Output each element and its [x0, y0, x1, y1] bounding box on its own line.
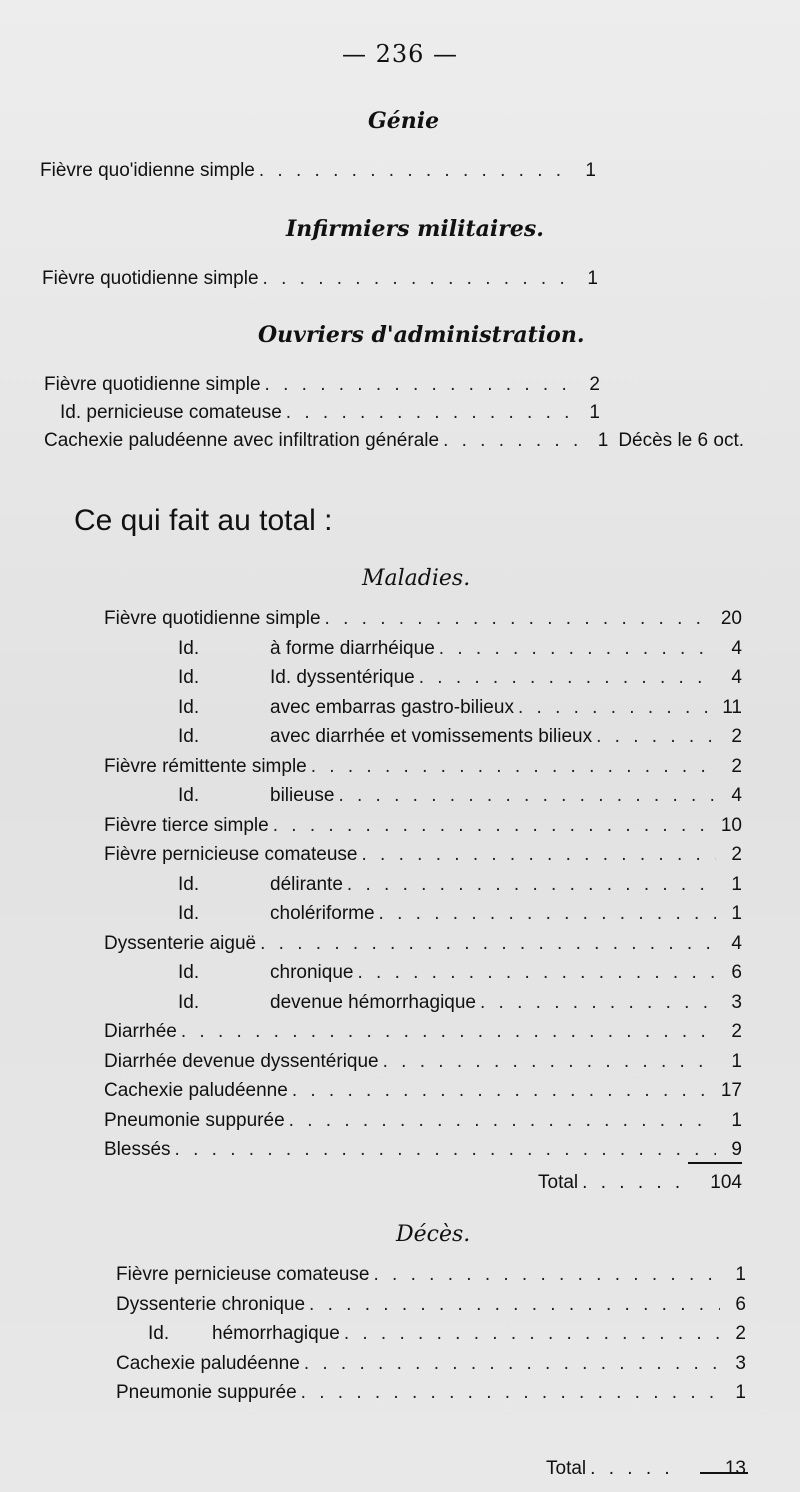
- row-label: Fièvre quo'idienne simple: [40, 160, 255, 181]
- list-item: [104, 1021, 742, 1049]
- leader-dots: . . . . .: [590, 1458, 674, 1479]
- list-item: [104, 1051, 742, 1079]
- total-value: 13: [724, 1458, 746, 1479]
- leader-dots: [260, 933, 716, 955]
- section-title-infirmiers: Infirmiers militaires.: [286, 216, 544, 242]
- leader-dots: [373, 1264, 720, 1286]
- row-label: avec embarras gastro-bilieux: [270, 696, 514, 718]
- id-abbrev: Id.: [178, 962, 200, 983]
- row-label-group: [116, 1382, 297, 1404]
- leader-dots: [596, 726, 716, 748]
- list-item: [178, 726, 742, 754]
- leader-dots: [518, 697, 716, 719]
- row-label-group: [116, 1294, 305, 1316]
- row-value: 2: [731, 1021, 742, 1042]
- row-value: 1: [589, 402, 600, 423]
- total-label: Total: [538, 1172, 579, 1193]
- row-label-group: [178, 785, 334, 807]
- list-item: [116, 1294, 746, 1322]
- list-item: [178, 903, 742, 931]
- row-value: 2: [735, 1323, 746, 1344]
- row-label-group: [178, 667, 415, 689]
- list-item: [104, 815, 742, 843]
- row-value: 10: [720, 814, 742, 836]
- leader-dots: [419, 667, 716, 689]
- section-title-ouvriers: Ouvriers d'administration.: [258, 322, 585, 348]
- row-label: Dyssenterie chronique: [116, 1293, 306, 1315]
- row-value: 2: [589, 374, 600, 395]
- id-abbrev: Id.: [148, 1323, 170, 1344]
- row-label-group: [178, 903, 375, 925]
- row-label-group: [104, 1080, 288, 1102]
- row-label-group: [104, 1139, 171, 1161]
- total-label: Total: [546, 1458, 587, 1479]
- row-label: Id. pernicieuse comateuse: [60, 402, 282, 423]
- maladies-total: [538, 1172, 742, 1194]
- row-value: 9: [731, 1139, 742, 1160]
- row-label: Diarrhée: [104, 1021, 177, 1042]
- leader-dots: [301, 1382, 720, 1404]
- death-note: Décès le 6 oct.: [618, 430, 744, 451]
- row-label-group: [148, 1323, 340, 1345]
- list-item: [44, 374, 600, 402]
- leader-dots: [325, 608, 716, 630]
- leader-dots: [344, 1323, 720, 1345]
- row-label-group: [104, 608, 321, 630]
- row-label: Fièvre quotidienne simple: [44, 374, 261, 395]
- row-label: cholériforme: [270, 903, 375, 924]
- leader-dots: [379, 903, 716, 925]
- leader-dots: [338, 785, 716, 807]
- row-label: Fièvre pernicieuse comateuse: [104, 844, 358, 865]
- row-label-group: [178, 638, 435, 660]
- list-item: [44, 430, 744, 458]
- row-value: 17: [720, 1080, 742, 1101]
- row-value: 1: [597, 430, 609, 451]
- row-label-group: [116, 1264, 369, 1286]
- row-value: 1: [587, 268, 598, 289]
- leader-dots: [289, 1110, 716, 1132]
- list-item: [178, 962, 742, 990]
- row-label-group: [104, 1110, 285, 1132]
- list-item: [104, 1080, 742, 1108]
- leader-dots: [175, 1139, 716, 1161]
- list-item: [104, 1139, 742, 1167]
- page-number: — 236 —: [341, 40, 459, 68]
- list-item: [178, 785, 742, 813]
- row-value: 1: [731, 1109, 742, 1131]
- list-item: [178, 874, 742, 902]
- row-label-group: [178, 697, 514, 719]
- leader-dots: [265, 374, 574, 396]
- leader-dots: [259, 160, 570, 182]
- row-label-group: [178, 962, 353, 984]
- row-label: hémorrhagique: [212, 1323, 340, 1344]
- leader-dots: [273, 815, 716, 837]
- list-item: [178, 638, 742, 666]
- row-label-group: [116, 1353, 300, 1375]
- row-value: 3: [731, 991, 742, 1013]
- id-abbrev: Id.: [178, 726, 200, 747]
- id-abbrev: Id.: [178, 873, 200, 895]
- summary-heading: Ce qui fait au total :: [74, 504, 333, 537]
- row-label-group: [178, 992, 476, 1014]
- row-label: chronique: [270, 962, 354, 983]
- row-value: 4: [731, 932, 742, 954]
- row-value: 3: [735, 1352, 746, 1374]
- row-label-group: [104, 1021, 177, 1043]
- leader-dots: [263, 268, 572, 290]
- id-abbrev: Id.: [178, 667, 200, 688]
- row-label-group: [104, 1051, 379, 1073]
- leader-dots: [347, 874, 716, 896]
- section-title-genie: Génie: [368, 108, 440, 134]
- row-label: délirante: [270, 873, 343, 895]
- row-value: 1: [731, 1050, 742, 1072]
- id-abbrev: Id.: [178, 696, 200, 718]
- row-label: Fièvre quotidienne simple: [42, 268, 259, 289]
- leader-dots: [292, 1080, 716, 1102]
- leader-dots: [309, 1294, 720, 1316]
- row-label: Fièvre tierce simple: [104, 814, 269, 836]
- row-label-group: [104, 933, 256, 955]
- section-title-deces: Décès.: [396, 1222, 471, 1247]
- row-value: 4: [731, 785, 742, 806]
- list-item: [178, 697, 742, 725]
- list-item: [116, 1382, 746, 1410]
- row-label-group: [104, 815, 269, 837]
- list-item: [148, 1323, 746, 1351]
- row-label: Blessés: [104, 1139, 171, 1160]
- leader-dots: [361, 844, 716, 866]
- deces-total: [546, 1458, 746, 1480]
- row-label: Id. dyssentérique: [270, 667, 415, 688]
- row-value: 1: [735, 1382, 746, 1403]
- row-value: 2: [731, 844, 742, 865]
- list-item: [116, 1264, 746, 1292]
- row-value: 1: [731, 873, 742, 895]
- row-value: 4: [731, 667, 742, 688]
- row-value: 1: [585, 160, 596, 181]
- list-item: [60, 402, 600, 430]
- row-value: 2: [731, 755, 742, 777]
- id-abbrev: Id.: [178, 903, 200, 924]
- list-item: [104, 844, 742, 872]
- leader-dots: . . . . . .: [582, 1172, 685, 1193]
- total-rule: [688, 1162, 742, 1164]
- leader-dots: [181, 1021, 716, 1043]
- row-label: Fièvre pernicieuse comateuse: [116, 1264, 370, 1285]
- list-item: [42, 268, 598, 296]
- list-item: [104, 933, 742, 961]
- list-item: [104, 756, 742, 784]
- id-abbrev: Id.: [178, 637, 200, 659]
- row-label: Diarrhée devenue dyssentérique: [104, 1050, 379, 1072]
- list-item: [178, 992, 742, 1020]
- row-value: 20: [720, 608, 742, 629]
- row-value: 6: [731, 962, 742, 983]
- leader-dots: [439, 638, 716, 660]
- row-label: Cachexie paludéenne avec infiltration générale: [44, 430, 440, 451]
- row-label: Pneumonie suppurée: [116, 1382, 297, 1403]
- list-item: [104, 608, 742, 636]
- row-value: 2: [731, 726, 742, 747]
- row-value: 1: [735, 1264, 746, 1285]
- list-item: [104, 1110, 742, 1138]
- row-label: avec diarrhée et vomissements bilieux: [270, 726, 593, 747]
- section-title-maladies: Maladies.: [362, 566, 471, 591]
- leader-dots: [443, 430, 582, 452]
- row-label-group: [104, 844, 357, 866]
- list-item: [116, 1353, 746, 1381]
- total-value: 104: [710, 1172, 742, 1193]
- list-item: [178, 667, 742, 695]
- row-label: devenue hémorrhagique: [270, 991, 476, 1013]
- row-value: 1: [731, 903, 742, 924]
- id-abbrev: Id.: [178, 785, 200, 806]
- leader-dots: [286, 402, 574, 424]
- row-value: 6: [735, 1293, 746, 1315]
- row-value: 4: [731, 637, 742, 659]
- row-label: Cachexie paludéenne: [104, 1080, 288, 1101]
- row-label: Dyssenterie aiguë: [104, 932, 257, 954]
- row-label: à forme diarrhéique: [270, 637, 435, 659]
- row-label: Pneumonie suppurée: [104, 1109, 285, 1131]
- row-label: Fièvre rémittente simple: [104, 755, 307, 777]
- row-label-group: [104, 756, 307, 778]
- leader-dots: [383, 1051, 716, 1073]
- row-label: Fièvre quotidienne simple: [104, 608, 321, 629]
- row-label: bilieuse: [270, 785, 335, 806]
- row-label: Cachexie paludéenne: [116, 1352, 300, 1374]
- row-label-group: [178, 726, 592, 748]
- leader-dots: [311, 756, 716, 778]
- leader-dots: [357, 962, 716, 984]
- id-abbrev: Id.: [178, 991, 200, 1013]
- row-value: 11: [722, 696, 742, 718]
- list-item: [40, 160, 596, 188]
- leader-dots: [304, 1353, 720, 1375]
- leader-dots: [480, 992, 716, 1014]
- row-label-group: [178, 874, 343, 896]
